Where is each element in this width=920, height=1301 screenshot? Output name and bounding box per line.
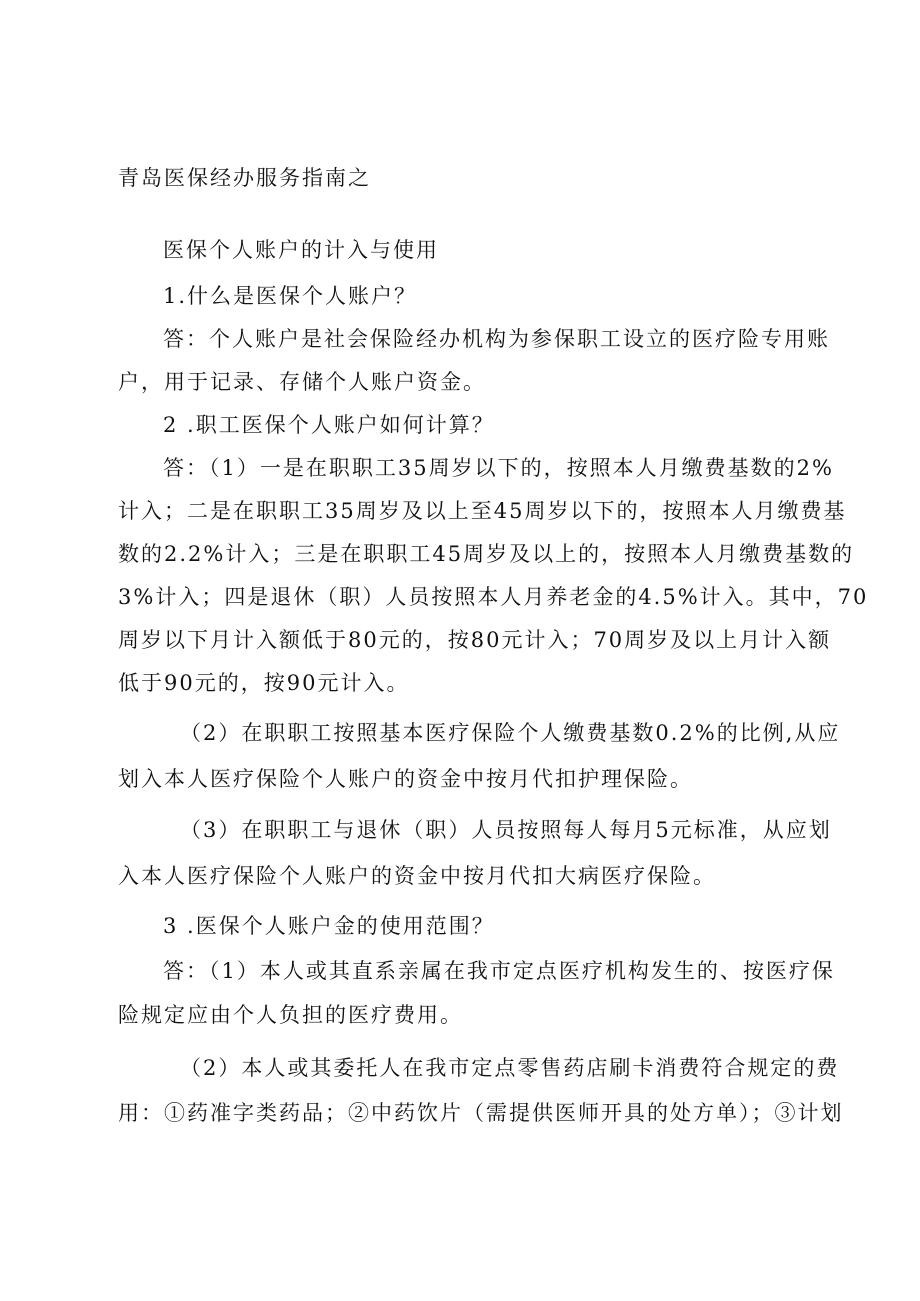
document-heading: 青岛医保经办服务指南之 (118, 166, 371, 190)
q2-answer-line: 答：（1）一是在职职工35周岁以下的，按照本人月缴费基数的2% (163, 456, 834, 480)
q1-answer-line: 户，用于记录、存储个人账户资金。 (118, 370, 486, 394)
q2-item-2-line: 划入本人医疗保险个人账户的资金中按月代扣护理保险。 (118, 767, 693, 791)
q2-item-3-line: 入本人医疗保险个人账户的资金中按月代扣大病医疗保险。 (118, 864, 716, 888)
q2-item-2-line: （2）在职职工按照基本医疗保险个人缴费基数0.2%的比例,从应 (180, 721, 841, 745)
q1-question: 1.什么是医保个人账户？ (163, 284, 418, 308)
q3-answer-line: 险规定应由个人负担的医疗费用。 (118, 1003, 463, 1027)
q2-question: 2 .职工医保个人账户如何计算？ (163, 413, 495, 437)
q3-answer-line: 答：（1）本人或其直系亲属在我市定点医疗机构发生的、按医疗保 (163, 959, 835, 983)
q2-answer-line: 周岁以下月计入额低于80元的，按80元计入；70周岁及以上月计入额 (118, 628, 832, 652)
q1-answer-line: 答：个人账户是社会保险经办机构为参保职工设立的医疗险专用账 (163, 327, 830, 351)
q2-answer-line: 低于90元的，按90元计入。 (118, 671, 410, 695)
document-subtitle: 医保个人账户的计入与使用 (163, 238, 439, 262)
q3-item-2-line: （2）本人或其委托人在我市定点零售药店刷卡消费符合规定的费 (180, 1056, 840, 1080)
q2-item-3-line: （3）在职职工与退休（职）人员按照每人每月5元标准，从应划 (180, 818, 832, 842)
q3-question: 3 .医保个人账户金的使用范围？ (163, 914, 495, 938)
q2-answer-line: 3%计入；四是退休（职）人员按照本人月养老金的4.5%计入。其中，70 (118, 585, 869, 609)
q3-item-2-line: 用：①药准字类药品；②中药饮片（需提供医师开具的处方单）；③计划 (118, 1101, 844, 1125)
q2-answer-line: 数的2.2%计入；三是在职职工45周岁及以上的，按照本人月缴费基数的 (118, 542, 855, 566)
q2-answer-line: 计入；二是在职职工35周岁及以上至45周岁以下的，按照本人月缴费基 (118, 499, 847, 523)
